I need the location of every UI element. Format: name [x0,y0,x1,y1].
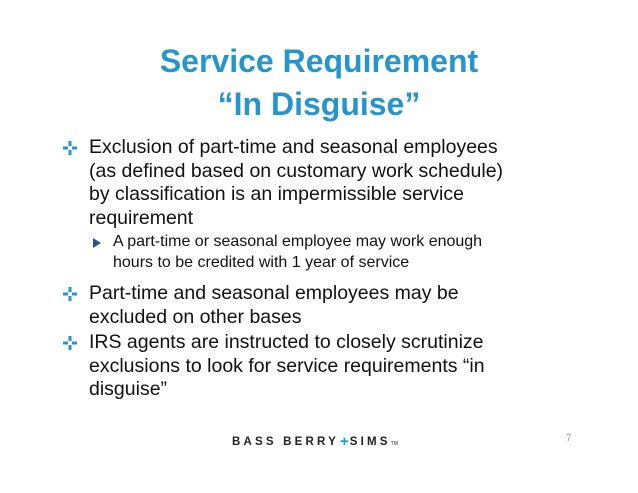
sub-bullet-line-2: hours to be credited with 1 year of service [113,254,410,271]
firm-logo [232,432,398,449]
trademark-mark: TM [390,441,398,447]
bullet-1-line-4: requirement [89,206,194,229]
diamond-bullet-icon [63,141,77,155]
bullet-3-line-2: exclusions to look for service requirements “in [89,354,485,377]
bullet-2-line-2: excluded on other bases [89,305,302,328]
slide-title [0,40,638,126]
title-line-1: Service Requirement [159,43,479,79]
bullet-1-line-2: (as defined based on customary work schedule) [89,159,504,182]
bullet-1-line-3: by classification is an impermissible service [89,183,464,205]
bullet-3-line-3: disguise” [89,378,168,400]
logo-text-part-2: SIMS [349,436,391,448]
diamond-bullet-icon [63,336,77,350]
diamond-bullet-icon [63,287,77,301]
bullet-1-line-1: Exclusion of part-time and seasonal employees [89,136,498,158]
title-line-2: “In Disguise” [217,86,421,122]
logo-plus-icon: + [339,433,349,450]
bullet-2-line-1: Part-time and seasonal employees may be [89,282,459,304]
logo-text-part-1: BASS BERRY [232,436,339,448]
page-number: 7 [566,433,572,444]
sub-bullet-line-1: A part-time or seasonal employee may work enough [113,233,483,250]
bullet-3-line-1: IRS agents are instructed to closely scrutinize [89,331,484,353]
triangle-bullet-icon [93,238,101,248]
